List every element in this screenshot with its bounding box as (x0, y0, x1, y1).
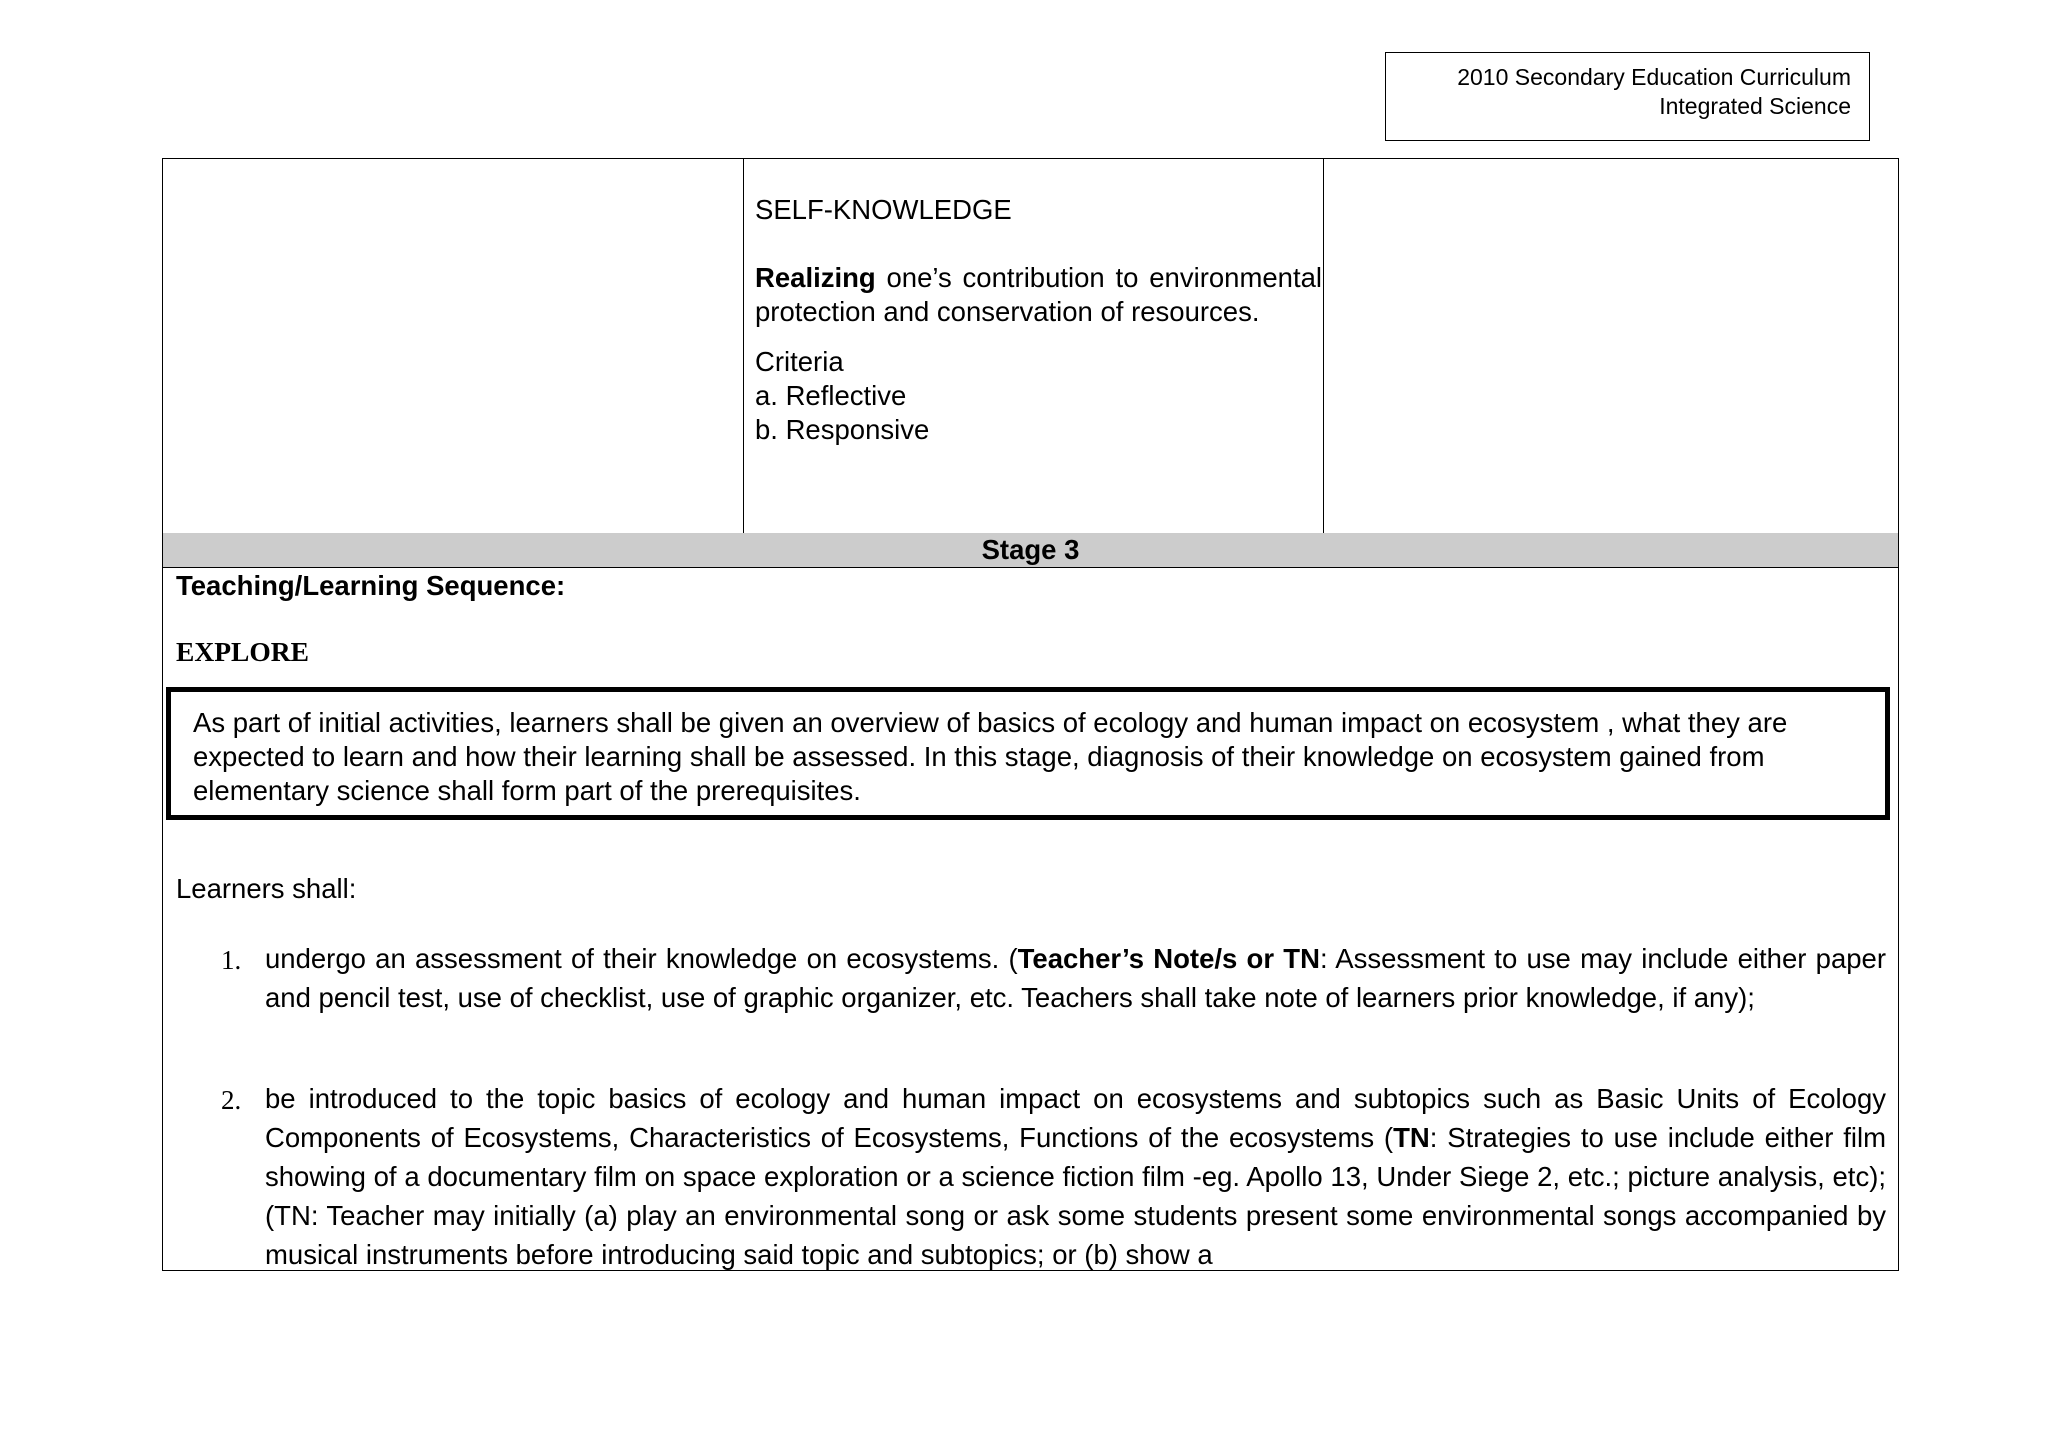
curriculum-title: 2010 Secondary Education Curriculum (1457, 64, 1851, 90)
curriculum-table (162, 158, 1899, 1271)
explore-heading: EXPLORE (176, 636, 309, 667)
criteria-item: a. Reflective (755, 380, 907, 411)
subject-title: Integrated Science (1659, 93, 1851, 119)
stage-header: Stage 3 (163, 533, 1898, 568)
overview-box (166, 687, 1890, 820)
list-item-number: 1. (221, 945, 242, 975)
realizing-text: one’s contribution to environmental protection and conservation of resources. (755, 262, 1322, 327)
overview-text: As part of initial activities, learners shall be given an overview of basics of ecology and human impact on ecosystem , what they are expected to learn and how their learning shall be assessed. In this stage, diagnosis of their knowledge on ecosystem gained from elementary science shall form part of the prerequisites. (193, 707, 1788, 806)
self-knowledge-cell (755, 193, 1322, 447)
column-divider-1 (743, 159, 744, 533)
list-item-text (265, 939, 1886, 1017)
table-top-row (163, 159, 1898, 534)
realizing-bold: Realizing (755, 262, 876, 293)
realizing-paragraph (755, 261, 1322, 329)
self-knowledge-heading: SELF-KNOWLEDGE (755, 194, 1012, 225)
criteria-item: b. Responsive (755, 414, 930, 445)
list-item-text-part: undergo an assessment of their knowledge on ecosystems. ( (265, 943, 1018, 974)
criteria-label: Criteria (755, 346, 844, 377)
learners-shall-label: Learners shall: (176, 873, 357, 904)
teacher-note-label: TN (1393, 1122, 1430, 1153)
list-item-number: 2. (221, 1085, 242, 1115)
curriculum-header-box (1385, 52, 1870, 141)
teacher-note-label: Teacher’s Note/s or TN (1017, 943, 1320, 974)
list-item-text-part: be introduced to the topic basics of ecology and human impact on ecosystems and subtopics such as Basic Units of Ecology Components of Ecosystems, Characteristics of Ecosystems, Functions of the ecosystems ( (265, 1083, 1886, 1153)
column-divider-2 (1323, 159, 1324, 533)
list-item-text-part: : Assessment to use may include either paper and pencil test, use of checklist, use of graphic organizer, etc. Teachers shall take note of learners prior knowledge, if any); (265, 943, 1887, 1013)
list-item-text-part: : Strategies to use include either film showing of a documentary film on space exploration or a science fiction film -eg. Apollo 13, Under Siege 2, etc.; picture analysis, etc); (TN: Teacher may initially (a) play an environmental song or ask some students present some environmental songs accompanied by musical instruments before introducing said topic and subtopics; or (b) show a (265, 1122, 1887, 1270)
sequence-heading: Teaching/Learning Sequence: (176, 570, 566, 601)
list-item-text (265, 1079, 1886, 1271)
